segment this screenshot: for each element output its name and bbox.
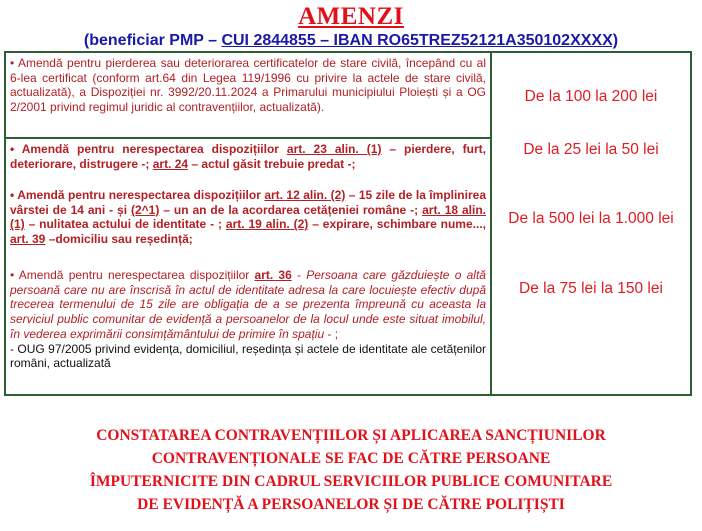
row-divider [6, 137, 490, 139]
fines-table [4, 51, 692, 396]
article-reference: art. 39 [10, 232, 46, 247]
fine-description-row4 [10, 268, 486, 371]
text-segment: – pierdere, furt, deteriorare, distrugere -; [10, 142, 486, 171]
article-text-italic: Persoana care găzduiește o altă persoană care nu are înscrisă în actul de identitate adresa la care locuiește efectiv după trecerea termenului de 15 zile are obligația de a se prezenta împreună cu aceasta la serviciul public comunitar de evidență a persoanelor de la locul unde este situat imobilul, în vederea exprimării consimțământului de primire în spațiu [10, 268, 486, 341]
notice-line: DE EVIDENȚĂ A PERSOANELOR ȘI DE CĂTRE POLIȚIȘTI [137, 496, 565, 513]
text-segment: – nulitatea actului de identitate - ; [24, 217, 226, 232]
article-reference: art. 18 alin. (1) [10, 202, 486, 232]
notice-line: CONTRAVENȚIONALE SE FAC DE CĂTRE PERSOANE [151, 450, 551, 467]
fine-description-row3 [10, 188, 486, 247]
fine-amount-row2: De la 25 lei la 50 lei [523, 141, 659, 158]
page-title: AMENZI [298, 3, 404, 30]
text-segment: – un an de la acordarea cetățeniei române -; [159, 202, 423, 217]
text-segment: - ; [324, 326, 339, 341]
article-reference: art. 23 alin. (1) [286, 142, 382, 156]
article-reference: (2^1) [130, 202, 160, 217]
beneficiary-subtitle [0, 32, 702, 50]
fine-amount-row3: De la 500 lei la 1.000 lei [508, 210, 674, 227]
text-segment: – 15 zile de la împlinirea vârstei de 14 ani - și [10, 188, 486, 217]
cui-iban: CUI 2844855 – IBAN RO65TREZ52121A350102XXXX) [221, 32, 619, 49]
article-reference: art. 24 [152, 156, 189, 171]
text-segment: • Amendă pentru nerespectarea dispozițiilor [10, 142, 287, 156]
text-segment: –domiciliu sau reședință; [45, 232, 193, 247]
notice-line: CONSTATAREA CONTRAVENȚIILOR ȘI APLICAREA SANCȚIUNILOR [96, 427, 606, 444]
text-segment: – expirare, schimbare nume..., [308, 217, 486, 232]
fine-description-row2 [10, 142, 486, 171]
enforcement-notice [0, 424, 702, 516]
fine-description-row1: • Amendă pentru pierderea sau deteriorarea certificatelor de stare civilă, începând cu al 6-lea certificat (conform art.64 din Legea 119/1996 cu privire la actele de stare civilă, actualizată), a Dispoziției nr. 3992/20.11.2024 a Primarului municipiului Ploiești și a OG 2/2001 privind regimul juridic al contravențiilor, actualizată). [10, 56, 486, 115]
article-reference: art. 19 alin. (2) [225, 217, 309, 232]
notice-line: ÎMPUTERNICITE DIN CADRUL SERVICIILOR PUBLICE COMUNITARE [89, 473, 613, 490]
fine-amount-row4: De la 75 lei la 150 lei [519, 280, 663, 297]
article-reference: art. 36 [254, 268, 292, 282]
text-segment: • Amendă pentru nerespectarea dispozițiilor [10, 188, 265, 202]
fine-amount-row1: De la 100 la 200 lei [524, 88, 658, 105]
subtitle-prefix: (beneficiar PMP – [83, 32, 222, 49]
text-segment: - [291, 268, 307, 282]
text-segment: • Amendă pentru nerespectarea dispozițiilor [10, 268, 255, 282]
legal-note: - OUG 97/2005 privind evidența, domiciliul, reședința și actele de identitate ale cetățenilor români, actualizată [10, 341, 486, 371]
article-reference: art. 12 alin. (2) [264, 188, 346, 202]
text-segment: – actul găsit trebuie predat -; [188, 156, 356, 171]
